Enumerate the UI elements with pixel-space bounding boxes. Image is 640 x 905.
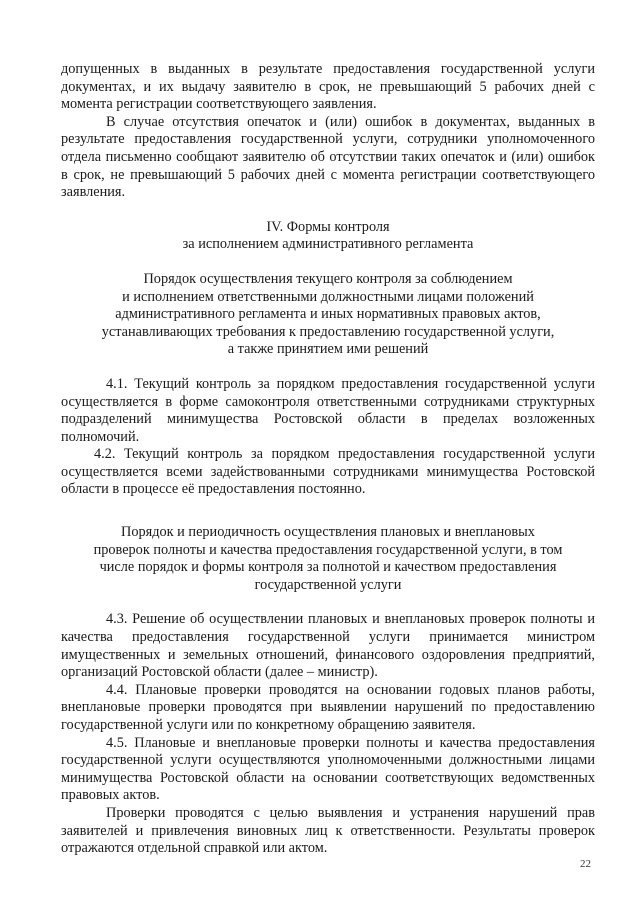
subheading2-line3: числе порядок и формы контроля за полнотой и качеством предоставления [99, 559, 557, 576]
paragraph-inspections-purpose: Проверки проводятся с целью выявления и устранения нарушений прав заявителей и привлечения виновных лиц к ответственности. Результаты проверок отражаются отдельной справкой или актом. [61, 804, 595, 857]
subheading-current-control [61, 271, 595, 359]
subheading2-line1: Порядок и периодичность осуществления плановых и внеплановых [121, 524, 535, 541]
subheading1-line4: устанавливающих требования к предоставлению государственной услуги, [101, 323, 555, 340]
paragraph-4-3: 4.3. Решение об осуществлении плановых и внеплановых проверок полноты и качества предоставления государственной услуги принимается министром имущественных и земельных отношений, финансового оздоровления предприятий, организаций Ростовской области (далее – министр). [61, 611, 595, 681]
section-title-line1: IV. Формы контроля [266, 218, 390, 235]
subheading1-line5: а также принятием ими решений [227, 341, 429, 358]
paragraph-4-2: 4.2. Текущий контроль за порядком предоставления государственной услуги осуществляется всеми задействованными сотрудниками минимущества Ростовской области в процессе её предоставления постоянно. [61, 446, 595, 498]
paragraph-4-5: 4.5. Плановые и внеплановые проверки полноты и качества предоставления государственной услуги осуществляются уполномоченными должностными лицами минимущества Ростовской области на основании соответствующих ведомственных правовых актов. [61, 734, 595, 804]
subheading1-line1: Порядок осуществления текущего контроля за соблюдением [143, 270, 513, 287]
paragraph-continuation: допущенных в выданных в результате предоставления государственной услуги документах, и их выдачу заявителю в срок, не превышающий 5 рабочих дней с момента регистрации соответствующего заявления. [61, 61, 595, 113]
paragraph-no-errors: В случае отсутствия опечаток и (или) ошибок в документах, выданных в результате предоставления государственной услуги, сотрудники уполномоченного отдела письменно сообщают заявителю об отсутствии таких опечаток и (или) ошибок в срок, не превышающий 5 рабочих дней с момента регистрации соответствующего заявления. [61, 113, 595, 201]
page-number: 22 [580, 858, 591, 870]
paragraph-4-1: 4.1. Текущий контроль за порядком предоставления государственной услуги осуществляется в форме самоконтроля ответственными сотрудниками структурных подразделений минимущества Ростовской области в пределах возложенных полномочий. [61, 375, 595, 445]
paragraph-4-4: 4.4. Плановые проверки проводятся на основании годовых планов работы, внеплановые проверки проводятся при выявлении нарушений по предоставлению государственной услуги или по конкретному обращению заявителя. [61, 681, 595, 733]
subheading1-line2: и исполнением ответственными должностными лицами положений [122, 288, 534, 305]
section-title-line2: за исполнением административного регламента [182, 236, 474, 253]
subheading1-line3: административного регламента и иных нормативных правовых актов, [115, 306, 541, 323]
subheading-inspections [61, 524, 595, 594]
subheading2-line4: государственной услуги [254, 576, 402, 593]
document-page [61, 61, 595, 858]
subheading2-line2: проверок полноты и качества предоставления государственной услуги, в том [93, 541, 563, 558]
